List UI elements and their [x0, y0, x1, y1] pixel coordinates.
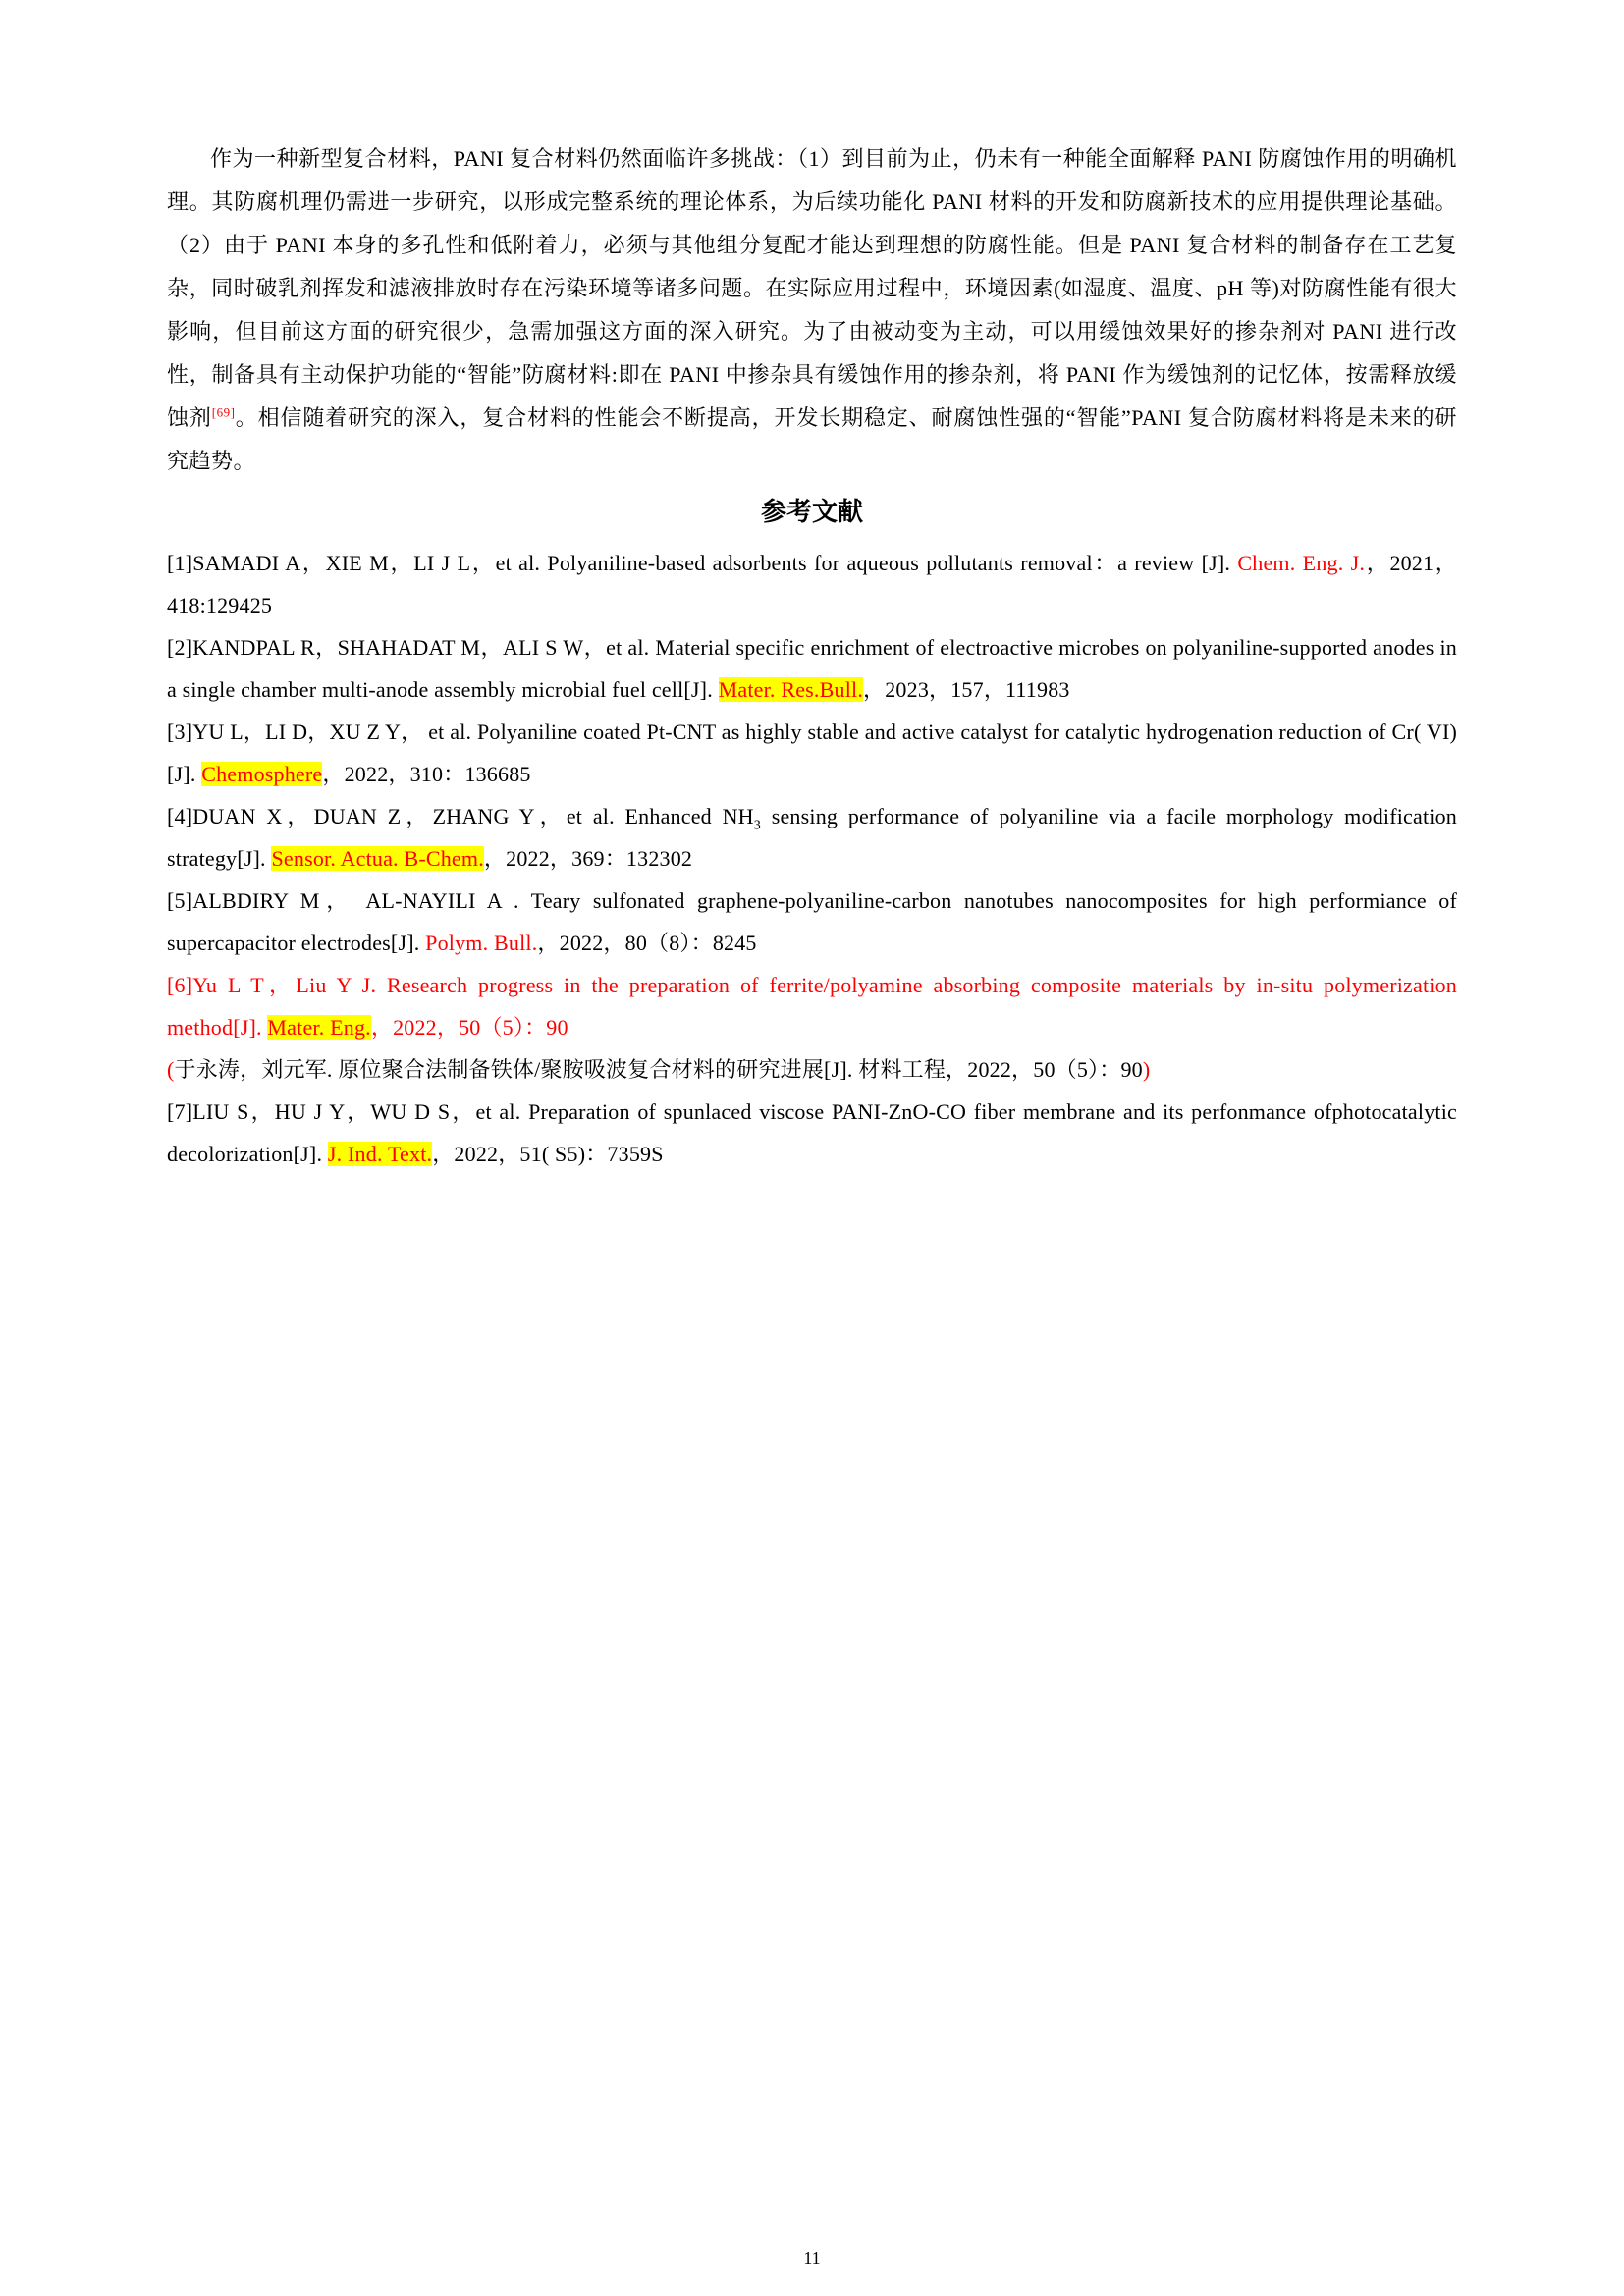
references-list [167, 542, 1457, 1175]
reference-item [167, 1091, 1457, 1175]
reference-item [167, 626, 1457, 711]
text-segment: Chemosphere [201, 762, 323, 786]
text-segment: [4]DUAN X，DUAN Z，ZHANG Y，et al. Enhanced NH [167, 804, 754, 828]
page-number: 11 [803, 2248, 821, 2268]
text-segment: J. Ind. Text. [327, 1142, 433, 1166]
text-segment: ( [167, 1057, 175, 1082]
text-segment: 。相信随着研究的深入，复合材料的性能会不断提高，开发长期稳定、耐腐蚀性强的“智能”PANI 复合防腐材料将是未来的研究趋势。 [167, 405, 1457, 473]
text-segment: Chem. Eng. J. [1237, 551, 1366, 575]
text-segment: [6]Yu L T，Liu Y J. Research progress in the preparation of ferrite/polyamine absorbing composite materials by in-situ polymerization method[J]. [167, 973, 1457, 1040]
text-segment: ，2022，369：132302 [483, 846, 693, 871]
reference-item [167, 711, 1457, 795]
text-segment: ，2022，80（8）：8245 [537, 931, 757, 955]
reference-item [167, 542, 1457, 626]
text-segment: sensing performance of polyaniline via a facile morphology modification strategy[J]. [167, 804, 1457, 871]
references-heading: 参考文献 [760, 498, 863, 526]
text-segment: [3]YU L，LI D，XU Z Y， et al. Polyaniline coated Pt-CNT as highly stable and active catalyst for catalytic hydrogenation reduction of Cr( VI)[J]. [167, 720, 1457, 786]
text-segment: [7]LIU S，HU J Y，WU D S，et al. Preparation of spunlaced viscose PANI-ZnO-CO fiber membrane and its perfonmance ofphotocatalytic decolorization[J]. [167, 1099, 1457, 1166]
text-segment: ，2021，418:129425 [167, 551, 1458, 617]
text-segment: ) [1142, 1057, 1151, 1082]
reference-item [167, 1048, 1457, 1091]
text-segment: [2]KANDPAL R，SHAHADAT M，ALI S W，et al. Material specific enrichment of electroactive microbes on polyaniline-supported anodes in a single chamber multi-anode assembly microbial fuel cell[J]. [167, 635, 1457, 702]
reference-item [167, 880, 1457, 964]
text-segment: Polym. Bull. [425, 931, 538, 955]
text-segment: ，2022，310：136685 [322, 762, 531, 786]
text-segment: ，2022，50（5）：90 [370, 1015, 568, 1040]
text-segment: Mater. Res.Bull. [718, 677, 864, 702]
text-segment: 作为一种新型复合材料，PANI 复合材料仍然面临许多挑战：（1）到目前为止，仍未有一种能全面解释 PANI 防腐蚀作用的明确机理。其防腐机理仍需进一步研究，以形成完整系统的理论体系，为后续功能化 PANI 材料的开发和防腐新技术的应用提供理论基础。（2）由于 PANI 本身的多孔性和低附着力，必须与其他组分复配才能达到理想的防腐性能。但是 PANI 复合材料的制备存在工艺复杂，同时破乳剂挥发和滤液排放时存在污染环境等诸多问题。在实际应用过程中，环境因素(如湿度、温度、pH 等)对防腐性能有很大影响，但目前这方面的研究很少，急需加强这方面的深入研究。为了由被动变为主动，可以用缓蚀效果好的掺杂剂对 PANI 进行改性，制备具有主动保护功能的“智能”防腐材料:即在 PANI 中掺杂具有缓蚀作用的掺杂剂，将 PANI 作为缓蚀剂的记忆体，按需释放缓蚀剂 [167, 146, 1457, 430]
text-segment: 3 [753, 818, 761, 833]
text-segment: 于永涛，刘元军. 原位聚合法制备铁体/聚胺吸波复合材料的研究进展[J]. 材料工程，2022，50（5）：90 [174, 1057, 1143, 1082]
body-paragraph [167, 137, 1457, 483]
reference-item [167, 795, 1457, 880]
reference-item [167, 964, 1457, 1048]
text-segment: [5]ALBDIRY M， AL-NAYILI A . Teary sulfonated graphene-polyaniline-carbon nanotubes nanocomposites for high performiance of supercapacitor electrodes[J]. [167, 888, 1457, 955]
text-segment: Sensor. Actua. B-Chem. [271, 846, 484, 871]
text-segment: ，2023，157，111983 [863, 677, 1070, 702]
text-segment: ，2022，51( S5)：7359S [432, 1142, 664, 1166]
text-segment: [69] [211, 404, 236, 420]
text-segment: [1]SAMADI A，XIE M，LI J L，et al. Polyaniline-based adsorbents for aqueous pollutants removal：a review [J]. [167, 551, 1238, 575]
text-segment: Mater. Eng. [267, 1015, 371, 1040]
